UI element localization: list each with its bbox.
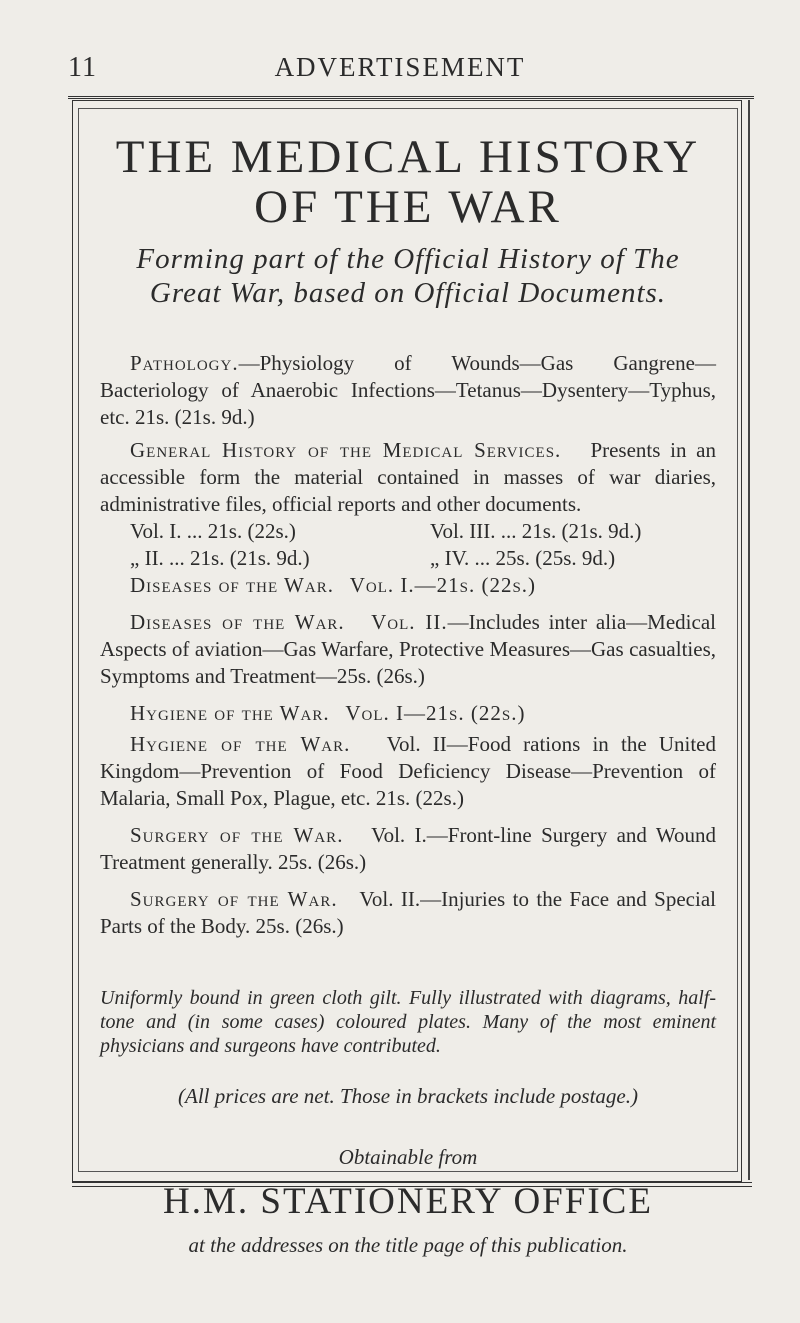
page-number: 11 (68, 52, 97, 83)
pathology-text: —Physiology of Wounds—Gas Gangrene—Bacteriology of Anaerobic Infections—Tetanus—Dysentery—Typhus, etc. 21s. (21s. 9d.) (100, 351, 716, 429)
surgery-label: Surgery of the War. (130, 887, 338, 911)
title-line-1: THE MEDICAL HISTORY (115, 131, 701, 183)
diseases-vol2-entry (100, 609, 716, 690)
surgery-label: Surgery of the War. (130, 823, 344, 847)
footer-rule-2 (72, 1186, 752, 1187)
diseases-label: Diseases of the War. (130, 573, 334, 597)
running-head: ADVERTISEMENT (274, 52, 526, 82)
diseases-vol1-text: Vol. I.—21s. (22s.) (349, 573, 537, 597)
volume-cell: „ IV. ... 25s. (25s. 9d.) (430, 546, 616, 570)
hygiene-vol2-text: Vol. II—Food rations in the United Kingdom—Prevention of Food Deficiency Disease—Prevention of Malaria, Small Pox, Plague, etc. 21s. (22s.) (100, 732, 716, 810)
diseases-vol2-label: Vol. II. (371, 610, 448, 634)
hygiene-label: Hygiene of the War. (130, 701, 330, 725)
header-rule (68, 96, 754, 97)
obtainable-from: Obtainable from (338, 1145, 478, 1169)
hygiene-vol2-entry (100, 731, 716, 812)
hygiene-vol1-text: Vol. I—21s. (22s.) (345, 701, 526, 725)
footer-rule (72, 1182, 752, 1183)
diseases-label: Diseases of the War. (130, 610, 345, 634)
volume-row (100, 518, 716, 545)
page-header (0, 52, 800, 92)
volume-row (100, 545, 716, 572)
surgery-vol1-text: Vol. I.—Front-line Surgery and Wound Treatment generally. 25s. (26s.) (100, 823, 716, 874)
header-rule-2 (68, 98, 754, 99)
pathology-label: Pathology. (130, 351, 239, 375)
listings (100, 350, 716, 940)
diseases-vol2-text: —Includes inter alia—Medical Aspects of aviation—Gas Warfare, Protective Measures—Gas casualties, Symptoms and Treatment—25s. (26s.) (100, 610, 716, 688)
publisher-address: at the addresses on the title page of this publication. (188, 1233, 628, 1257)
hygiene-label: Hygiene of the War. (130, 732, 351, 756)
surgery-vol2-entry (100, 886, 716, 940)
general-history-text: Presents in an accessible form the material contained in masses of war diaries, administrative files, official reports and other documents. (100, 438, 716, 516)
advertisement-body (100, 132, 716, 1258)
publisher-name: H.M. STATIONERY OFFICE (163, 1181, 653, 1222)
volume-table (100, 518, 716, 572)
hygiene-vol1-entry (100, 700, 716, 727)
title-line-2: OF THE WAR (254, 181, 562, 233)
title (100, 132, 716, 232)
surgery-vol1-entry (100, 822, 716, 876)
right-frame-line (748, 100, 750, 1180)
binding-note: Uniformly bound in green cloth gilt. Fully illustrated with diagrams, half-tone and (in some cases) coloured plates. Many of the most eminent physicians and surgeons have contributed. (100, 987, 716, 1057)
diseases-vol1-entry (100, 572, 716, 599)
pathology-entry (100, 350, 716, 431)
general-history-entry (100, 437, 716, 518)
subtitle: Forming part of the Official History of The Great War, based on Official Documents. (136, 243, 680, 309)
volume-cell: Vol. I. ... 21s. (22s.) (130, 519, 296, 543)
volume-cell: „ II. ... 21s. (21s. 9d.) (130, 546, 310, 570)
general-history-label: General History of the Medical Services. (130, 438, 562, 462)
surgery-vol2-text: Vol. II.—Injuries to the Face and Special Parts of the Body. 25s. (26s.) (100, 887, 716, 938)
volume-cell: Vol. III. ... 21s. (21s. 9d.) (430, 519, 642, 543)
price-note: (All prices are net. Those in brackets include postage.) (178, 1084, 638, 1108)
